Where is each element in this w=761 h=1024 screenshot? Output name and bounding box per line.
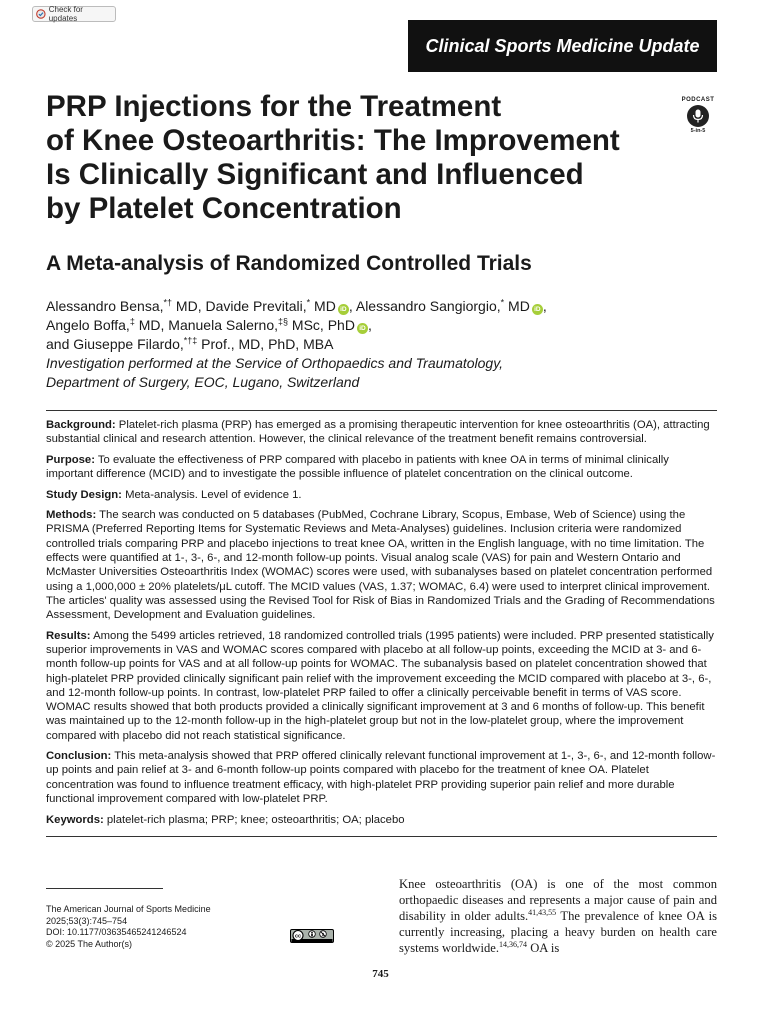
journal-name: The American Journal of Sports Medicine (46, 904, 211, 914)
author-affil-marks: *†‡ (183, 335, 198, 346)
author-affil-marks: ‡§ (278, 316, 289, 327)
abstract-background (46, 418, 717, 447)
section-text: Among the 5499 articles retrieved, 18 randomized controlled trials (1995 patients) were included. PRP presented statistically superior improvements in VAS and WOMAC scores compared with placebo at all follow-up points, exceeding the MCID at 3- and 6-month follow-up points for VAS and at all follow-up points for WOMAC. The subanalysis based on platelet concentration showed that high-platelet PRP provided clinically significant pain relief with the improvement exceeding the MCID compared with placebo at 3-, 6-, and 12-month follow-up points. In contrast, low-platelet PRP failed to offer a clinically perceivable benefit in terms of VAS score. WOMAC results showed that both products provided a clinically significant improvement at 3 and 6 months of follow-up. This benefit was maintained up to the 12-month follow-up in the high-platelet group but not in the low-platelet group, where the improvement compared with placebo did not reach statistical significance. (46, 629, 714, 742)
podcast-badge[interactable] (680, 97, 716, 147)
podcast-sub-label: 5-in-5 (690, 128, 706, 134)
check-updates-label: Check for updates (48, 5, 83, 23)
abstract-conclusion (46, 749, 717, 806)
abstract-bottom-rule (46, 836, 717, 837)
section-label: Background: (46, 419, 116, 431)
section-label: Study Design: (46, 488, 122, 501)
author-affil-marks: * (500, 297, 505, 308)
abstract-methods (46, 508, 717, 622)
title-line: of Knee Osteoarthritis: The Improvement (46, 124, 620, 157)
journal-doi[interactable]: DOI: 10.1177/03635465241246524 (46, 927, 187, 937)
author-affil-marks: ‡ (129, 316, 135, 327)
section-text: platelet-rich plasma; PRP; knee; osteoarthritis; OA; placebo (103, 813, 405, 826)
abstract-top-rule (46, 410, 717, 411)
journal-copyright: © 2025 The Author(s) (46, 938, 133, 949)
section-text: Platelet-rich plasma (PRP) has emerged as a promising therapeutic intervention for knee osteoarthritis (OA), attracting substantial clinical and research attention. However, the clinical relevance of the treatment benefit remains controversial. (46, 419, 710, 446)
author-degrees: MD, (134, 317, 169, 333)
podcast-icon (687, 105, 709, 127)
title-line: Is Clinically Significant and Influenced (46, 158, 584, 191)
author-name: Alessandro Bensa, (46, 298, 164, 314)
journal-info (46, 904, 211, 950)
author-line (46, 335, 726, 354)
check-for-updates-button[interactable] (32, 6, 116, 22)
author-degrees: MD, (172, 298, 206, 314)
affiliation-line: Investigation performed at the Service of Orthopaedics and Traumatology, (46, 355, 504, 371)
author-name: Davide Previtali, (205, 298, 307, 314)
author-name: Alessandro Sangiorgio, (355, 298, 501, 314)
section-label: Purpose: (46, 453, 95, 466)
author-line (46, 297, 726, 316)
author-name: Manuela Salerno, (168, 317, 279, 333)
citation-refs[interactable]: 41,43,55 (528, 907, 557, 917)
author-separator: , (542, 298, 547, 314)
section-label: Methods: (46, 509, 97, 522)
author-degrees: Prof., MD, PhD, MBA (197, 336, 334, 352)
page-number: 745 (372, 968, 389, 980)
author-degrees: MD (504, 298, 530, 314)
section-label: Keywords: (46, 813, 104, 826)
section-text: This meta-analysis showed that PRP offered clinically relevant functional improvement at 1-, 3-, 6-, and 12-month follow-up points and pain relief at 3- and 6-month follow-up points compared with placebo for the treatment of knee OA. Platelet concentration was found to influence treatment efficacy, with high-platelet PRP providing superior pain relief and more durable functional improvement compared with low-platelet PRP. (46, 750, 716, 806)
section-label: Results: (46, 629, 91, 642)
title-line: by Platelet Concentration (46, 192, 402, 225)
orcid-icon[interactable]: iD (357, 323, 368, 334)
abstract (46, 418, 717, 833)
intro-text: OA is (527, 941, 560, 955)
intro-paragraph (399, 876, 717, 956)
journal-citation: 2025;53(3):745–754 (46, 915, 128, 926)
affiliation-line: Department of Surgery, EOC, Lugano, Switzerland (46, 374, 360, 390)
citation-refs[interactable]: 14,36,74 (499, 939, 528, 949)
abstract-purpose (46, 453, 717, 482)
article-subtitle: A Meta-analysis of Randomized Controlled Trials (46, 252, 532, 275)
orcid-icon[interactable]: iD (532, 304, 543, 315)
section-text: To evaluate the effectiveness of PRP compared with placebo in patients with knee OA in terms of minimal clinically important difference (MCID) and to investigate the possible influence of platelet concentration on the clinical outcome. (46, 453, 669, 481)
check-updates-icon (36, 9, 46, 19)
podcast-label: PODCAST (681, 97, 715, 103)
section-text: The search was conducted on 5 databases (PubMed, Cochrane Library, Scopus, Embase, Web of Science) using the PRISMA (Preferred Reporting Items for Systematic Reviews and Meta-Analyses) guidelines. Inclusion criteria were randomized controlled trials comparing PRP and placebo injections to treat knee OA, written in the English language, with no time limitation. The effects were quantified at 1-, 3-, 6-, and 12-month follow-up points. Visual analog scale (VAS) for pain and Western Ontario and McMaster Universities Osteoarthritis Index (WOMAC) scores were used, with subanalyses based on platelet concentration performed using a 1,000,000 ± 20% platelets/μL cutoff. The MCID values (VAS, 1.37; WOMAC, 6.4) were used to interpret clinical improvement. The articles' quality was assessed using the Revised Tool for Risk of Bias in Randomized Trials and the Grading of Recommendations Assessment, Development and Evaluation guidelines. (46, 509, 715, 622)
footnote-rule (46, 888, 163, 889)
author-separator: , (348, 298, 356, 314)
section-label: Conclusion: (46, 750, 112, 763)
title-line: PRP Injections for the Treatment (46, 90, 502, 123)
orcid-icon[interactable]: iD (338, 304, 349, 315)
author-affil-marks: * (306, 297, 311, 308)
abstract-study-design (46, 488, 717, 502)
intro-text: The prevalence of knee OA is currently increasing, placing a heavy burden on health care systems worldwide. (399, 909, 717, 955)
author-affil-marks: *† (163, 297, 173, 308)
author-degrees: MD (310, 298, 336, 314)
abstract-keywords (46, 813, 717, 827)
article-title (46, 90, 686, 226)
section-text: Meta-analysis. Level of evidence 1. (121, 488, 302, 501)
author-list (46, 297, 726, 392)
author-separator: , (367, 317, 372, 333)
section-banner-label: Clinical Sports Medicine Update (425, 35, 700, 56)
section-banner (408, 20, 717, 72)
author-name: Angelo Boffa, (46, 317, 130, 333)
author-name: and Giuseppe Filardo, (46, 336, 184, 352)
author-degrees: MSc, PhD (288, 317, 355, 333)
cc-license-icon[interactable] (290, 929, 334, 943)
abstract-results (46, 629, 717, 743)
intro-text: Knee osteoarthritis (OA) is one of the most common orthopaedic diseases and represents a major cause of pain and disability in older adults. (399, 877, 717, 923)
author-line (46, 316, 726, 335)
svg-text:cc: cc (294, 933, 302, 940)
